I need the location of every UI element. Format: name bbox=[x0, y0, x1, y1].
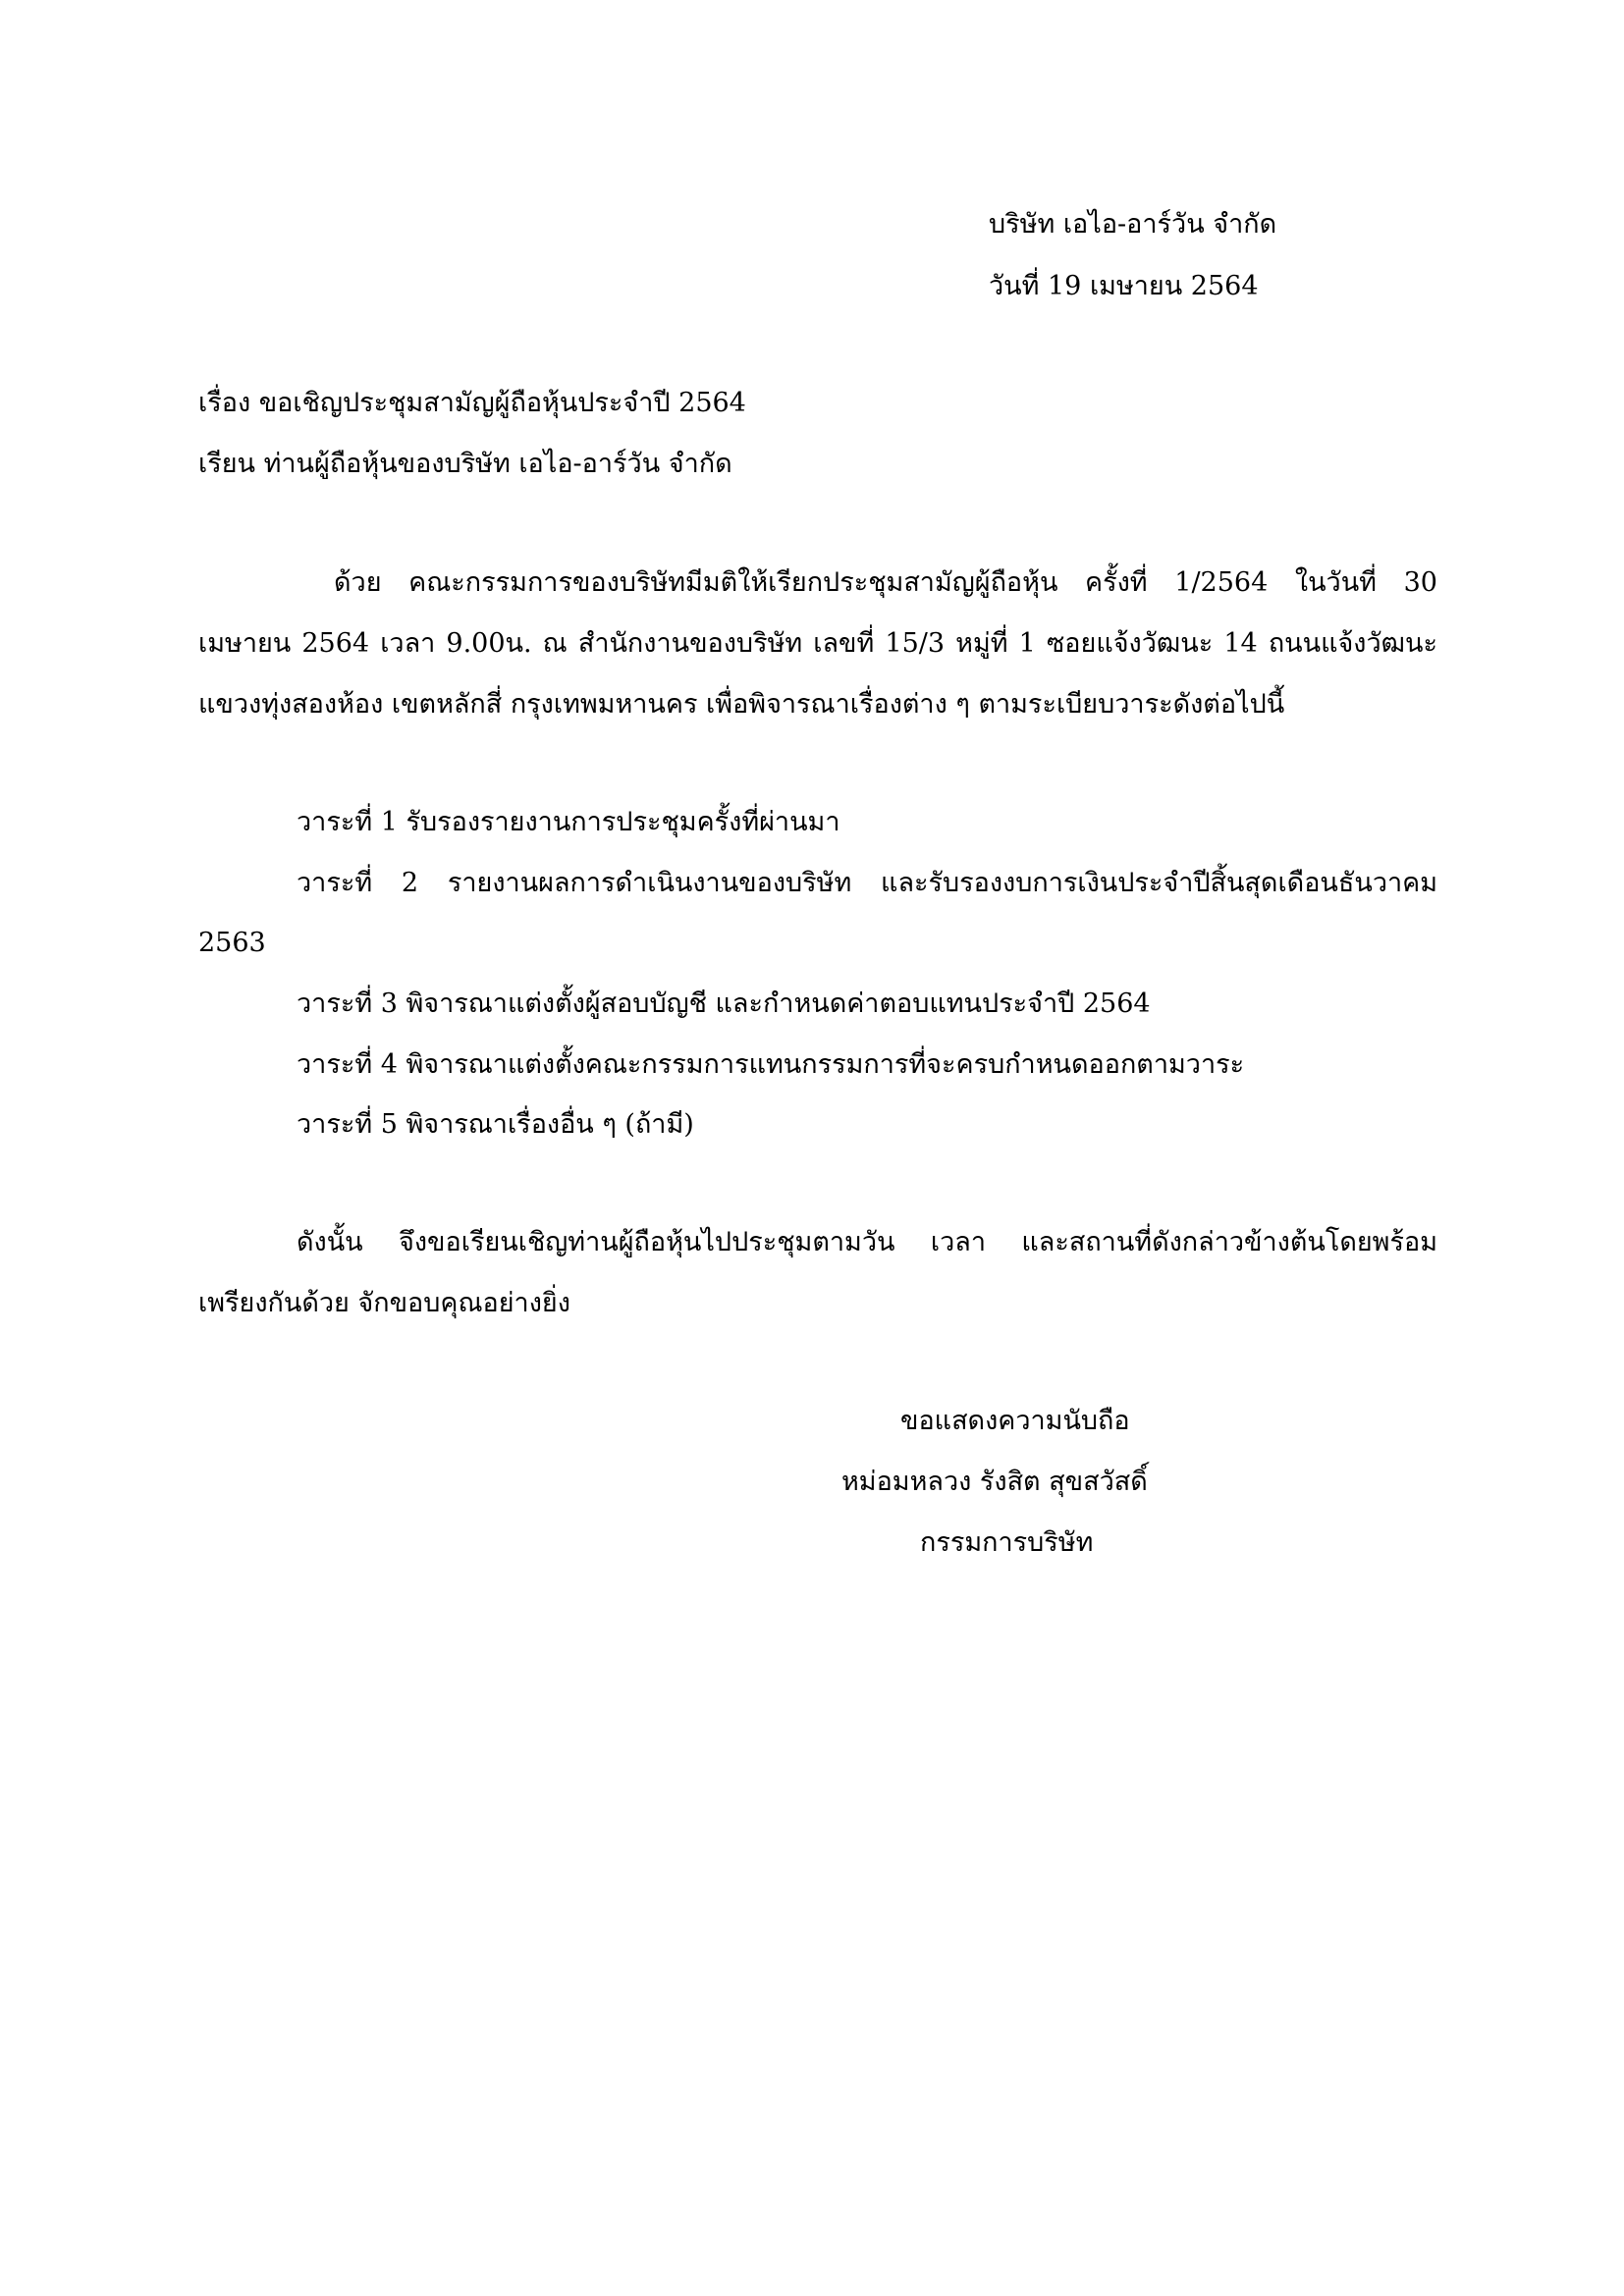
paragraph-1-line-1: ด้วย คณะกรรมการของบริษัทมีมติให้เรียกประชุมสามัญผู้ถือหุ้น ครั้งที่ 1/2564 ในวันที่ 30 bbox=[334, 567, 1437, 598]
paragraph-2-line-1: ดังนั้น จึงขอเรียนเชิญท่านผู้ถือหุ้นไปประชุมตามวัน เวลา และสถานที่ดังกล่าวข้างต้นโดยพร้อม bbox=[297, 1227, 1437, 1257]
agenda-item-5: วาระที่ 5 พิจารณาเรื่องอื่น ๆ (ถ้ามี) bbox=[297, 1109, 694, 1140]
closing-regards: ขอแสดงความนับถือ bbox=[900, 1406, 1130, 1436]
letter-subject: เรื่อง ขอเชิญประชุมสามัญผู้ถือหุ้นประจำปี 2564 bbox=[198, 388, 746, 418]
paragraph-2-line-2: เพรียงกันด้วย จักขอบคุณอย่างยิ่ง bbox=[198, 1288, 570, 1318]
letter-date: วันที่ 19 เมษายน 2564 bbox=[989, 271, 1259, 301]
agenda-item-2: วาระที่ 2 รายงานผลการดำเนินงานของบริษัท และรับรองงบการเงินประจำปีสิ้นสุดเดือนธันวาคม bbox=[297, 868, 1437, 898]
paragraph-1-line-2: เมษายน 2564 เวลา 9.00น. ณ สำนักงานของบริษัท เลขที่ 15/3 หมู่ที่ 1 ซอยแจ้งวัฒนะ 14 ถนนแจ้งวัฒนะ bbox=[198, 628, 1437, 659]
agenda-item-3: วาระที่ 3 พิจารณาแต่งตั้งผู้สอบบัญชี และกำหนดค่าตอบแทนประจำปี 2564 bbox=[297, 988, 1151, 1019]
signatory-title: กรรมการบริษัท bbox=[920, 1527, 1094, 1558]
agenda-item-2-continued: 2563 bbox=[198, 928, 266, 958]
signatory-name: หม่อมหลวง รังสิต สุขสวัสดิ์ bbox=[841, 1467, 1148, 1497]
company-name: บริษัท เอไอ-อาร์วัน จำกัด bbox=[989, 209, 1277, 240]
letter-recipient: เรียน ท่านผู้ถือหุ้นของบริษัท เอไอ-อาร์วัน จำกัด bbox=[198, 449, 732, 479]
agenda-item-1: วาระที่ 1 รับรองรายงานการประชุมครั้งที่ผ่านมา bbox=[297, 807, 840, 837]
paragraph-1-line-3: แขวงทุ่งสองห้อง เขตหลักสี่ กรุงเทพมหานคร เพื่อพิจารณาเรื่องต่าง ๆ ตามระเบียบวาระดังต่อไปนี้ bbox=[198, 689, 1285, 720]
agenda-item-4: วาระที่ 4 พิจารณาแต่งตั้งคณะกรรมการแทนกรรมการที่จะครบกำหนดออกตามวาระ bbox=[297, 1049, 1245, 1080]
